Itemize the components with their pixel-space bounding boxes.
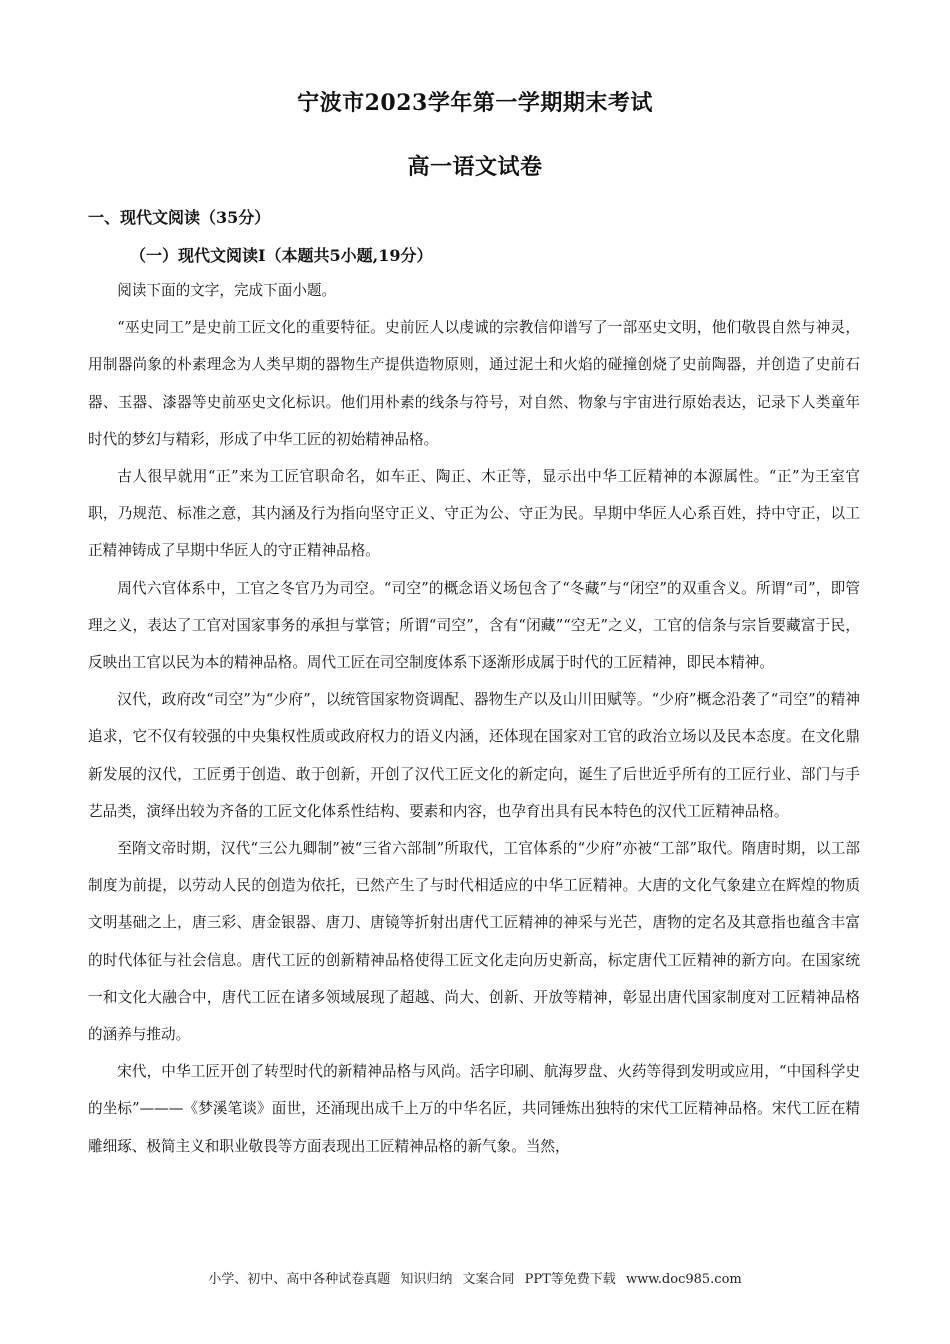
section-heading: 一、现代文阅读（35分） [88,208,271,227]
reading-passage [88,272,860,1165]
passage-paragraph: 汉代，政府改“司空”为“少府”，以统管国家物资调配、器物生产以及山川田赋等。“少府”概念沿袭了“司空”的精神追求，它不仅有较强的中央集权性质或政府权力的语义内涵，还体现在国家对工官的政治立场以及民本态度。在文化鼎新发展的汉代，工匠勇于创造、敢于创新，开创了汉代工匠文化的新定向，诞生了后世近乎所有的工匠行业、部门与手艺品类，演绎出较为齐备的工匠文化体系性结构、要素和内容，也孕育出具有民本特色的汉代工匠精神品格。 [88,691,860,820]
page-footer: 小学、初中、高中各种试卷真题 知识归纳 文案合同 PPT等免费下载 www.doc985.com [208,1272,742,1287]
instruction-paragraph: 阅读下面的文字，完成下面小题。 [117,282,337,299]
passage-paragraph: 周代六官体系中，工官之冬官乃为司空。“司空”的概念语义场包含了“冬藏”与“闭空”的双重含义。所谓“司”，即管理之义，表达了工官对国家事务的承担与掌管；所谓“司空”，含有“闭藏”“空无”之义，工官的信条与宗旨要藏富于民，反映出工官以民为本的精神品格。周代工匠在司空制度体系下逐渐形成属于时代的工匠精神，即民本精神。 [88,579,860,672]
passage-paragraph: “巫史同工”是史前工匠文化的重要特征。史前匠人以虔诚的宗教信仰谱写了一部巫史文明，他们敬畏自然与神灵，用制器尚象的朴素理念为人类早期的器物生产提供造物原则，通过泥土和火焰的碰撞创烧了史前陶器，并创造了史前石器、玉器、漆器等史前巫史文化标识。他们用朴素的线条与符号，对自然、物象与宇宙进行原始表达，记录下人类童年时代的梦幻与精彩，形成了中华工匠的初始精神品格。 [88,319,860,448]
exam-title: 宁波市2023学年第一学期期末考试 [297,90,653,116]
passage-paragraph: 至隋文帝时期，汉代“三公九卿制”被“三省六部制”所取代，工官体系的“少府”亦被“工部”取代。隋唐时期，以工部制度为前提，以劳动人民的创造为依托，已然产生了与时代相适应的中华工匠精神。大唐的文化气象建立在辉煌的物质文明基础之上，唐三彩、唐金银器、唐刀、唐镜等折射出唐代工匠精神的神采与光芒，唐物的定名及其意指也蕴含丰富的时代体征与社会信息。唐代工匠的创新精神品格使得工匠文化走向历史新高，标定唐代工匠精神的新方向。在国家统一和文化大融合中，唐代工匠在诸多领域展现了超越、尚大、创新、开放等精神，彰显出唐代国家制度对工匠精神品格的涵养与推动。 [88,840,860,1044]
passage-paragraph: 宋代，中华工匠开创了转型时代的新精神品格与风尚。活字印刷、航海罗盘、火药等得到发明或应用，“中国科学史的坐标”———《梦溪笔谈》面世，还涌现出成千上万的中华名匠，共同锤炼出独特的宋代工匠精神品格。宋代工匠在精雕细琢、极简主义和职业敬畏等方面表现出工匠精神品格的新气象。当然， [88,1063,860,1155]
passage-paragraph: 古人很早就用“正”来为工匠官职命名，如车正、陶正、木正等，显示出中华工匠精神的本源属性。“正”为王室官职，乃规范、标准之意，其内涵及行为指向坚守正义、守正为公、守正为民。早期中华匠人心系百姓，持中守正，以工正精神铸成了早期中华匠人的守正精神品格。 [88,468,860,560]
exam-subtitle: 高一语文试卷 [407,154,543,180]
subsection-heading: （一）现代文阅读Ⅰ（本题共5小题,19分） [130,246,433,265]
